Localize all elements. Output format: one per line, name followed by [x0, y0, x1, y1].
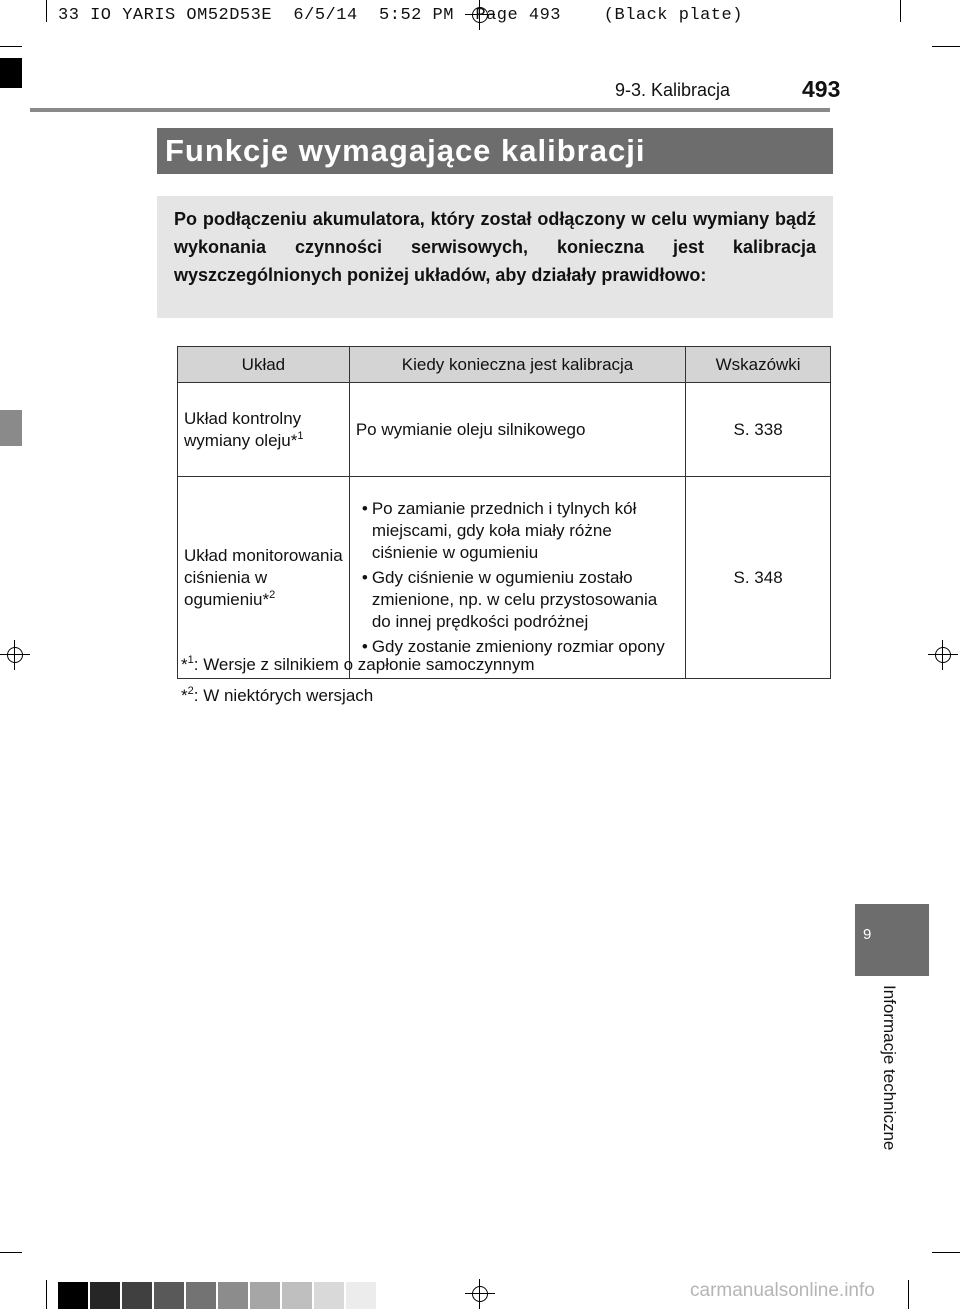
footnote-number: 2: [187, 685, 194, 697]
system-name: Układ kontrolny wymiany oleju*: [184, 408, 302, 450]
intro-box: [157, 196, 833, 318]
page-number: 493: [802, 76, 841, 102]
section-label: 9-3. Kalibracja: [615, 80, 731, 100]
color-swatch: [90, 1282, 120, 1309]
thumb-tab-gray: [0, 410, 22, 446]
crop-mark: [900, 0, 901, 22]
table-header-row: [178, 347, 831, 383]
registration-mark: [0, 640, 30, 670]
crop-mark: [932, 1252, 960, 1253]
footnote: [181, 655, 535, 675]
footnote-number: 1: [187, 654, 194, 666]
system-name: Układ monitorowania ciśnienia w ogumieniu*: [184, 545, 343, 609]
color-swatch: [282, 1282, 312, 1309]
footnote-text: : W niektórych wersjach: [193, 686, 374, 705]
crop-mark: [46, 0, 47, 22]
color-swatch: [346, 1282, 376, 1309]
table-row: [178, 383, 831, 477]
table-header-cell: Kiedy konieczna jest kalibracja: [349, 347, 685, 383]
when-cell: [349, 477, 685, 679]
color-calibration-bars: [58, 1282, 378, 1309]
page-title: Funkcje wymagające kalibracji: [165, 133, 646, 168]
system-cell: [178, 477, 350, 679]
color-swatch: [250, 1282, 280, 1309]
when-list: [356, 498, 679, 658]
registration-mark: [928, 640, 958, 670]
color-swatch: [122, 1282, 152, 1309]
table-row: [178, 477, 831, 679]
chapter-label: Informacje techniczne: [880, 985, 899, 1151]
intro-text: Po podłączeniu akumulatora, który został odłączony w celu wymiany bądź wykonania czynności serwisowych, konieczna jest kalibracja wyszczególnionych poniżej układów, aby działały prawidłowo:: [174, 209, 816, 285]
footnote-mark: *: [181, 655, 188, 674]
footnote: [181, 686, 373, 706]
crop-mark: [0, 46, 22, 47]
footnote-text: : Wersje z silnikiem o zapłonie samoczynnym: [193, 655, 535, 674]
footnote-ref: 1: [297, 429, 304, 442]
chapter-tab: [855, 904, 929, 976]
thumb-tab-black: [0, 58, 22, 88]
table-header-cell: Wskazówki: [686, 347, 831, 383]
title-bar: [157, 128, 833, 174]
registration-mark: [465, 1279, 495, 1309]
color-swatch: [314, 1282, 344, 1309]
table-header-cell: Układ: [178, 347, 350, 383]
crop-mark: [932, 46, 960, 47]
hint-cell: S. 338: [686, 383, 831, 477]
when-cell: Po wymianie oleju silnikowego: [349, 383, 685, 477]
hint-cell: S. 348: [686, 477, 831, 679]
list-item: • Gdy ciśnienie w ogumieniu zostało zmienione, np. w celu przystosowania do innej prędkości podróżnej: [356, 567, 679, 633]
system-cell: [178, 383, 350, 477]
chapter-number: 9: [863, 926, 872, 943]
header-rule: [30, 108, 830, 112]
print-slug: 33 IO YARIS OM52D53E 6/5/14 5:52 PM Page 493 (Black plate): [58, 6, 743, 25]
footnote-mark: *: [181, 686, 188, 705]
crop-mark: [46, 1280, 47, 1309]
list-item: • Gdy zostanie zmieniony rozmiar opony: [356, 636, 679, 658]
calibration-table: [177, 346, 831, 679]
list-item: • Po zamianie przednich i tylnych kół miejscami, gdy koła miały różne ciśnienie w ogumieniu: [356, 498, 679, 564]
color-swatch: [154, 1282, 184, 1309]
color-swatch: [218, 1282, 248, 1309]
footnote-ref: 2: [269, 588, 276, 601]
watermark: carmanualsonline.info: [690, 1280, 875, 1301]
color-swatch: [58, 1282, 88, 1309]
crop-mark: [0, 1252, 22, 1253]
crop-mark: [908, 1280, 909, 1309]
color-swatch: [186, 1282, 216, 1309]
